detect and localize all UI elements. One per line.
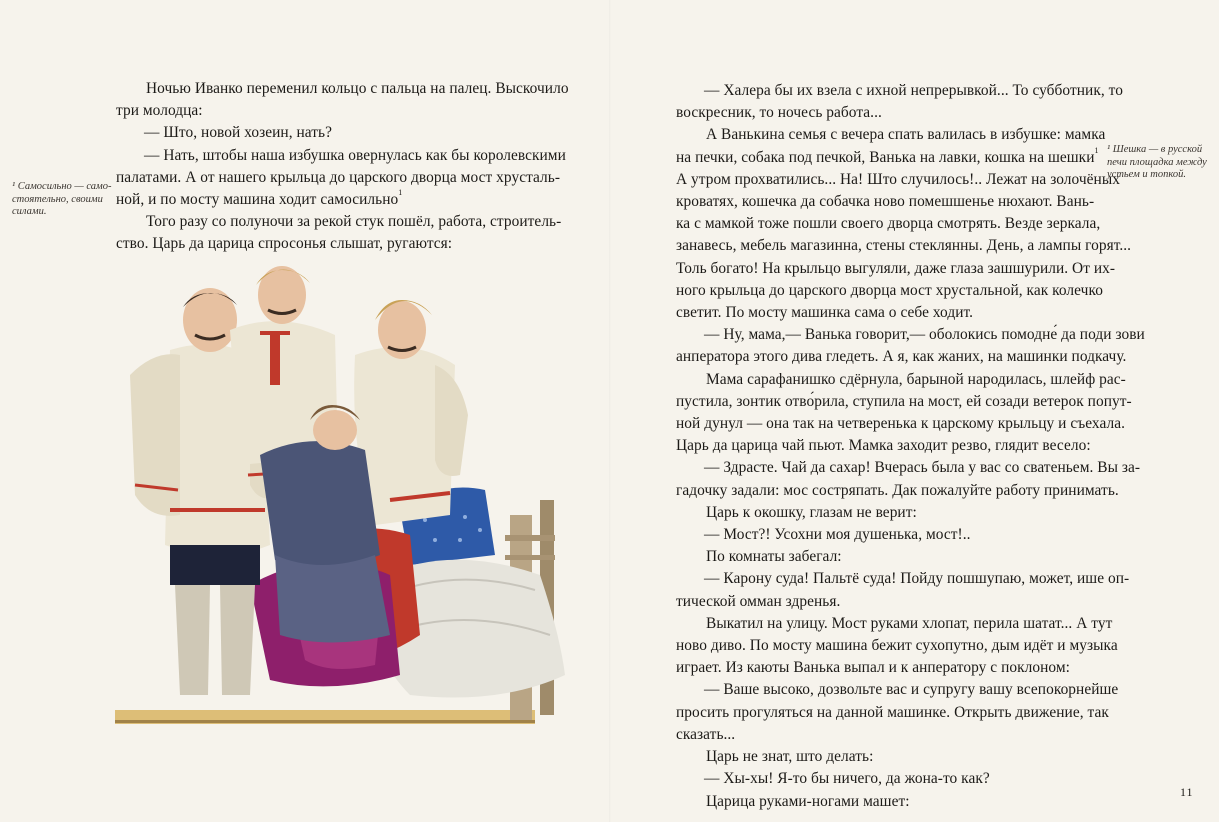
- paragraph: Выкатил на улицу. Мост руками хлопат, перила шатат... А тут: [706, 614, 1113, 632]
- left-page-text: [116, 78, 569, 256]
- footnote-marker: 1: [1094, 145, 1099, 155]
- paragraph: сказать...: [676, 725, 736, 743]
- paragraph: тической омман здренья.: [676, 592, 841, 610]
- paragraph: — Мост?! Усохни моя душенька, мост!..: [704, 526, 971, 544]
- paragraph: светит. По мосту машинка сама о себе ходит.: [676, 304, 974, 322]
- paragraph-with-footnote: [116, 189, 556, 211]
- paragraph: воскресник, то ночесь работа...: [676, 104, 882, 122]
- paragraph: — Нать, штобы наша избушка овернулась как бы королевскими: [144, 146, 566, 164]
- paragraph: Мама сарафанишко сдёрнула, барыной народилась, шлейф рас-: [706, 370, 1126, 388]
- paragraph: палатами. А от нашего крыльца до царского дворца мост хрусталь-: [116, 168, 561, 186]
- footnote-line: ¹ Шешка — в русской: [1107, 144, 1203, 155]
- paragraph: — Здрасте. Чай да сахар! Вчерась была у вас со сватеньем. Вы за-: [704, 459, 1141, 477]
- paragraph: — Ваше высоко, дозвольте вас и супругу вашу всепокорнейше: [704, 681, 1119, 699]
- paragraph: Царь да царица чай пьют. Мамка заходит резво, глядит весело:: [676, 437, 1091, 455]
- page-number: 11: [1180, 785, 1194, 799]
- paragraph-text: на печки, собака под печкой, Ванька на лавки, кошка на шешки: [676, 148, 1095, 166]
- paragraph: — Халера бы их взела с ихной непрерывкой... То субботник, то: [704, 82, 1123, 99]
- footnote-line: ¹ Самосильно — само-: [12, 181, 112, 192]
- paragraph: — Хы-хы! Я-то бы ничего, да жона-то как?: [704, 770, 990, 788]
- paragraph: ной дунул — она так на четверенька к царскому крыльцу и съехала.: [676, 415, 1125, 433]
- paragraph: просить прогуляться на данной машинке. Открыть движение, так: [676, 703, 1109, 721]
- paragraph: — Карону суда! Пальтё суда! Пойду пошшупаю, может, ише оп-: [704, 570, 1130, 588]
- paragraph: ново диво. По мосту машина бежит сухопутно, дым идёт и музыка: [676, 637, 1118, 655]
- paragraph: Толь богато! На крыльцо выгуляли, даже глаза зашшурили. От их-: [676, 259, 1116, 277]
- page-fold: [609, 0, 611, 822]
- paragraph: Царь не знат, што делать:: [706, 748, 874, 766]
- illustration-three-men-and-boy: [110, 255, 580, 730]
- paragraph: занавесь, мебель магазинна, стены стеклянны. День, а лампы горят...: [676, 237, 1132, 255]
- paragraph-with-footnote: [676, 145, 1099, 169]
- footnote-left: [12, 181, 112, 219]
- paragraph: — Што, новой хозеин, нать?: [144, 124, 332, 142]
- paragraph: А Ванькина семья с вечера спать валилась в избушке: мамка: [706, 126, 1106, 144]
- paragraph: — Ну, мама,— Ванька говорит,— оболокись помодне́ да поди зови: [704, 326, 1145, 344]
- paragraph: гадочку задали: мос состряпать. Дак пожалуйте работу принимать.: [676, 481, 1119, 499]
- paragraph: кроватях, кошечка да собачка ново помешшенье нюхают. Вань-: [676, 193, 1095, 211]
- footnote-line: силами.: [12, 206, 47, 217]
- paragraph: пустила, зонтик отво́рила, ступила на мост, ей созади ветерок попут-: [676, 392, 1132, 410]
- paragraph: три молодца:: [116, 102, 203, 120]
- paragraph: ного крыльца до царского дворца мост хрустальной, как колечко: [676, 281, 1103, 299]
- paragraph: По комнаты забегал:: [706, 548, 842, 566]
- footnote-line: стоятельно, своими: [12, 193, 103, 205]
- paragraph: Царь к окошку, глазам не верит:: [706, 503, 917, 521]
- footnote-line: печи площадка между: [1107, 156, 1207, 168]
- paragraph: Царица руками-ногами машет:: [706, 792, 910, 810]
- paragraph: А утром прохватились... На! Што случилось!.. Лежат на золочёных: [676, 170, 1120, 188]
- paragraph: ство. Царь да царица спросонья слышат, ругаются:: [116, 235, 453, 253]
- paragraph: ка с мамкой тоже пошли своего дворца смотрять. Везде зеркала,: [676, 215, 1101, 233]
- paragraph: играет. Из каюты Ванька выпал и к анператору с поклоном:: [676, 659, 1070, 677]
- footnote-right: [1107, 144, 1212, 182]
- paragraph: Того разу со полуночи за рекой стук пошёл, работа, строитель-: [146, 213, 562, 231]
- paragraph: анператора этого дива гледеть. А я, как жаних, на машинки подкачу.: [676, 348, 1127, 366]
- footnote-marker: 1: [398, 188, 403, 198]
- paragraph-text: ной, и по мосту машина ходит самосильно: [116, 191, 399, 209]
- footnote-line: устьем и топкой.: [1107, 169, 1187, 180]
- right-page-text: [676, 80, 1145, 813]
- paragraph: Ночью Иванко переменил кольцо с пальца на палец. Выскочило: [146, 80, 569, 97]
